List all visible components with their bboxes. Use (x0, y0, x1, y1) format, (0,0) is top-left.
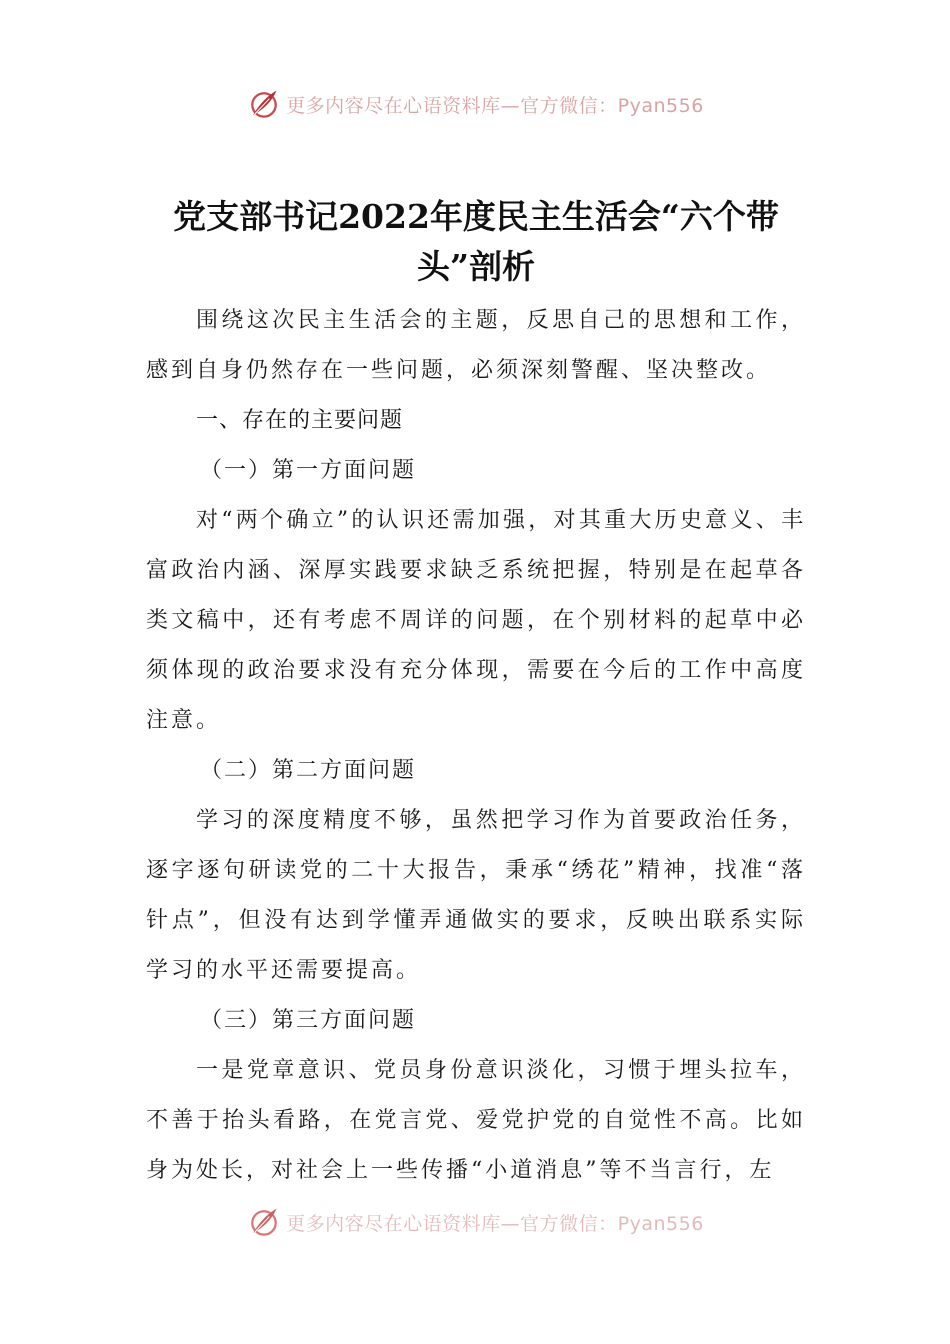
subsection-heading-2: （二）第二方面问题 (200, 758, 417, 783)
feather-pen-icon (246, 86, 282, 122)
feather-pen-icon (246, 1204, 282, 1240)
header-watermark (0, 84, 950, 124)
footer-watermark (0, 1202, 950, 1242)
watermark-text: 更多内容尽在心语资料库—官方微信：Pyan556 (286, 94, 704, 117)
document-title: 党支部书记2022年度民主生活会“六个带头”剖析 (173, 197, 779, 286)
subsection-body-3: 一是党章意识、党员身份意识淡化，习惯于埋头拉车，不善于抬头看路，在党言党、爱党护党的自觉性不高。比如身为处长，对社会上一些传播“小道消息”等不当言行，左 (146, 1058, 806, 1183)
document-body (146, 296, 806, 1196)
subsection-body-2: 学习的深度精度不够，虽然把学习作为首要政治任务，逐字逐句研读党的二十大报告，秉承“绣花”精神，找准“落针点”，但没有达到学懂弄通做实的要求，反映出联系实际学习的水平还需要提高。 (146, 808, 806, 983)
watermark-text: 更多内容尽在心语资料库—官方微信：Pyan556 (286, 1212, 704, 1235)
section-heading-main-problems: 一、存在的主要问题 (196, 408, 404, 433)
subsection-heading-3: （三）第三方面问题 (200, 1008, 417, 1033)
intro-paragraph: 围绕这次民主生活会的主题，反思自己的思想和工作，感到自身仍然存在一些问题，必须深刻警醒、坚决整改。 (146, 308, 806, 383)
subsection-heading-1: （一）第一方面问题 (200, 458, 417, 483)
subsection-body-1: 对“两个确立”的认识还需加强，对其重大历史意义、丰富政治内涵、深厚实践要求缺乏系统把握，特别是在起草各类文稿中，还有考虑不周详的问题，在个别材料的起草中必须体现的政治要求没有充分体现，需要在今后的工作中高度注意。 (146, 508, 806, 733)
